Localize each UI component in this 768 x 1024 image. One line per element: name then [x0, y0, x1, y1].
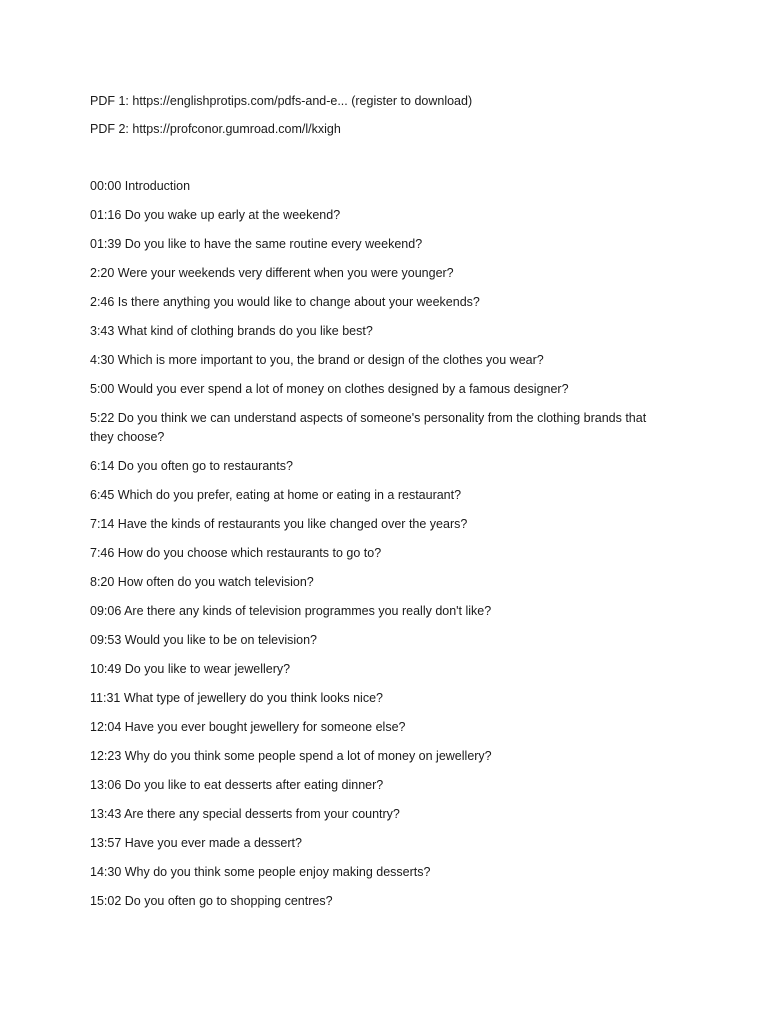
- timestamp-item: 11:31 What type of jewellery do you think looks nice?: [90, 691, 383, 705]
- timestamp-item: 2:20 Were your weekends very different when you were younger?: [90, 266, 454, 280]
- timestamp-list: [90, 177, 670, 911]
- timestamp-item: 8:20 How often do you watch television?: [90, 575, 314, 589]
- timestamp-item: 7:14 Have the kinds of restaurants you like changed over the years?: [90, 517, 468, 531]
- timestamp-item: 4:30 Which is more important to you, the brand or design of the clothes you wear?: [90, 353, 544, 367]
- document-content: [90, 92, 670, 921]
- timestamp-item: 14:30 Why do you think some people enjoy making desserts?: [90, 865, 431, 879]
- pdf-link-1: PDF 1: https://englishprotips.com/pdfs-and-e... (register to download): [90, 94, 473, 108]
- timestamp-item: 10:49 Do you like to wear jewellery?: [90, 662, 291, 676]
- timestamp-item: 09:06 Are there any kinds of television programmes you really don't like?: [90, 604, 492, 618]
- timestamp-item: 12:23 Why do you think some people spend a lot of money on jewellery?: [90, 749, 492, 763]
- timestamp-item: 13:57 Have you ever made a dessert?: [90, 836, 302, 850]
- timestamp-item: 6:45 Which do you prefer, eating at home or eating in a restaurant?: [90, 488, 462, 502]
- spacer: [90, 148, 670, 177]
- pdf-link-2: PDF 2: https://profconor.gumroad.com/l/kxigh: [90, 122, 341, 136]
- timestamp-item: 12:04 Have you ever bought jewellery for someone else?: [90, 720, 406, 734]
- timestamp-item: 5:00 Would you ever spend a lot of money on clothes designed by a famous designer?: [90, 382, 569, 396]
- timestamp-item: 2:46 Is there anything you would like to change about your weekends?: [90, 295, 480, 309]
- timestamp-item: 6:14 Do you often go to restaurants?: [90, 459, 293, 473]
- timestamp-item: 7:46 How do you choose which restaurants to go to?: [90, 546, 382, 560]
- timestamp-item: 15:02 Do you often go to shopping centres?: [90, 894, 333, 908]
- timestamp-item: 5:22 Do you think we can understand aspects of someone's personality from the clothing brands that they choose?: [90, 411, 647, 444]
- timestamp-item: 01:39 Do you like to have the same routine every weekend?: [90, 237, 423, 251]
- timestamp-item: 13:06 Do you like to eat desserts after eating dinner?: [90, 778, 384, 792]
- timestamp-item: 00:00 Introduction: [90, 179, 191, 193]
- timestamp-item: 13:43 Are there any special desserts from your country?: [90, 807, 400, 821]
- timestamp-item: 09:53 Would you like to be on television?: [90, 633, 318, 647]
- timestamp-item: 3:43 What kind of clothing brands do you like best?: [90, 324, 373, 338]
- pdf-links: [90, 92, 670, 139]
- timestamp-item: 01:16 Do you wake up early at the weekend?: [90, 208, 341, 222]
